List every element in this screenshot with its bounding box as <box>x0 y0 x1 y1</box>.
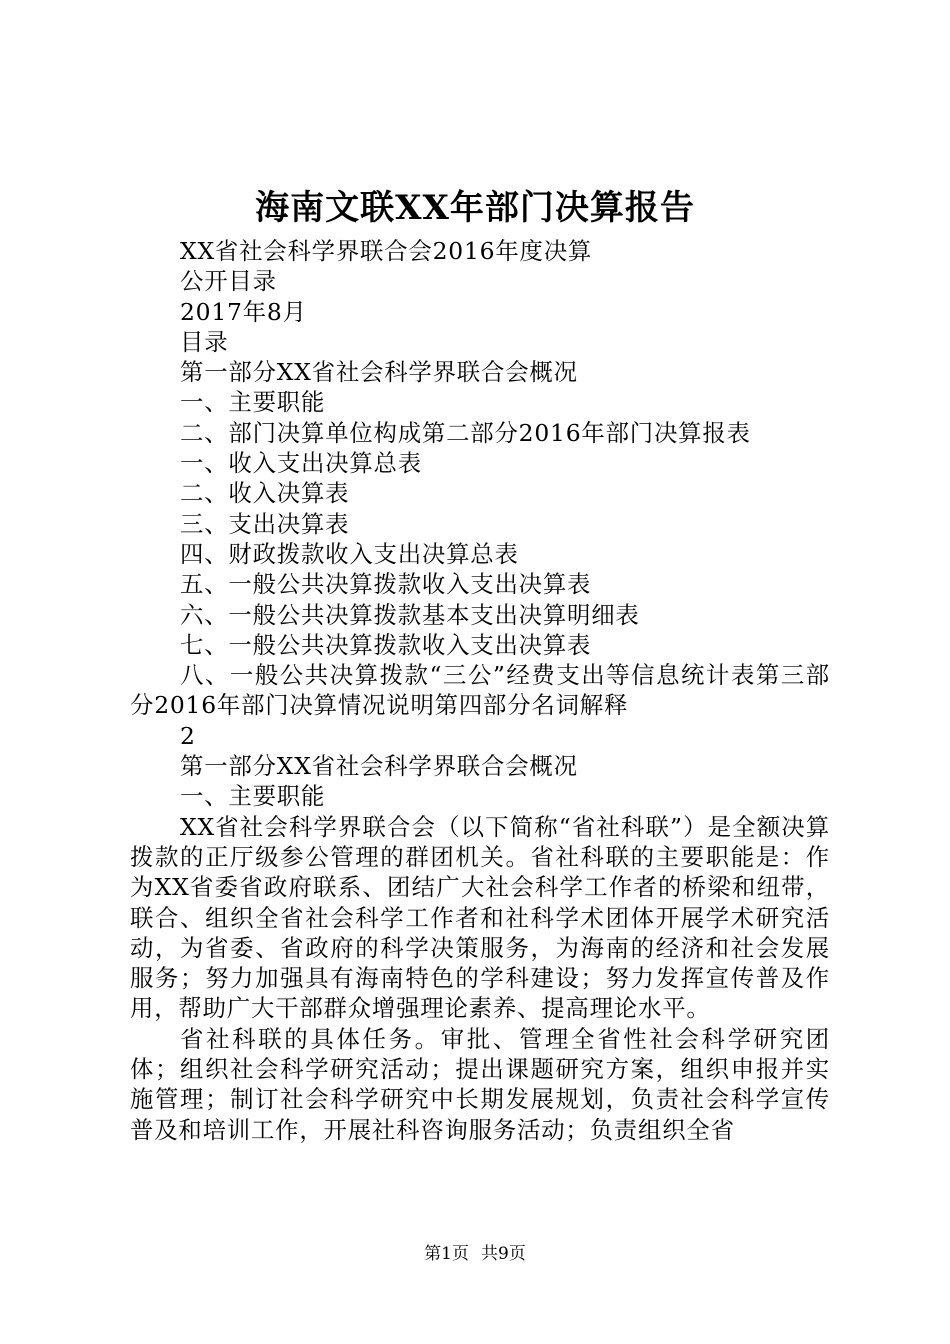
page-marker: 2 <box>180 721 196 750</box>
toc-item: 一、收入支出决算总表 <box>180 449 422 478</box>
page-footer <box>0 1243 950 1265</box>
page-total: 共9页 <box>481 1244 526 1264</box>
toc-item: 二、部门决算单位构成第二部分2016年部门决算报表 <box>180 418 751 447</box>
document-title: 海南文联XX年部门决算报告 <box>255 188 695 228</box>
section-heading: 第一部分XX省社会科学界联合会概况 <box>180 752 578 781</box>
toc-heading: 目录 <box>180 327 229 356</box>
toc-item: 七、一般公共决算拨款收入支出决算表 <box>180 630 592 659</box>
toc-item: 三、支出决算表 <box>180 509 350 538</box>
page-number: 第1页 <box>424 1244 469 1264</box>
text-line: 公开目录 <box>180 267 277 296</box>
subsection-heading: 一、主要职能 <box>180 782 326 811</box>
toc-item-wrapped: 八、一般公共决算拨款“三公”经费支出等信息统计表第三部分2016年部门决算情况说明第四部分名词解释 <box>130 661 830 720</box>
toc-item: 一、主要职能 <box>180 388 326 417</box>
toc-item: 六、一般公共决算拨款基本支出决算明细表 <box>180 600 640 629</box>
text-line: XX省社会科学界联合会2016年度决算 <box>180 237 593 265</box>
paragraph: 省社科联的具体任务。审批、管理全省性社会科学研究团体；组织社会科学研究活动；提出课题研究方案，组织申报并实施管理；制订社会科学研究中长期发展规划，负责社会科学宣传普及和培训工作，开展社科咨询服务活动；负责组织全省 <box>130 1024 830 1144</box>
toc-item: 五、一般公共决算拨款收入支出决算表 <box>180 570 592 599</box>
toc-item: 第一部分XX省社会科学界联合会概况 <box>180 358 578 387</box>
text-line: 2017年8月 <box>180 297 307 326</box>
toc-item: 四、财政拨款收入支出决算总表 <box>180 539 519 568</box>
paragraph: XX省社会科学界联合会（以下简称“省社科联”）是全额决算拨款的正厅级参公管理的群团机关。省社科联的主要职能是：作为XX省委省政府联系、团结广大社会科学工作者的桥梁和纽带，联合、组织全省社会科学工作者和社科学术团体开展学术研究活动，为省委、省政府的科学决策服务，为海南的经济和社会发展服务；努力加强具有海南特色的学科建设；努力发挥宣传普及作用，帮助广大干部群众增强理论素养、提高理论水平。 <box>130 812 830 1023</box>
document-body <box>130 236 830 1145</box>
toc-item: 二、收入决算表 <box>180 479 350 508</box>
